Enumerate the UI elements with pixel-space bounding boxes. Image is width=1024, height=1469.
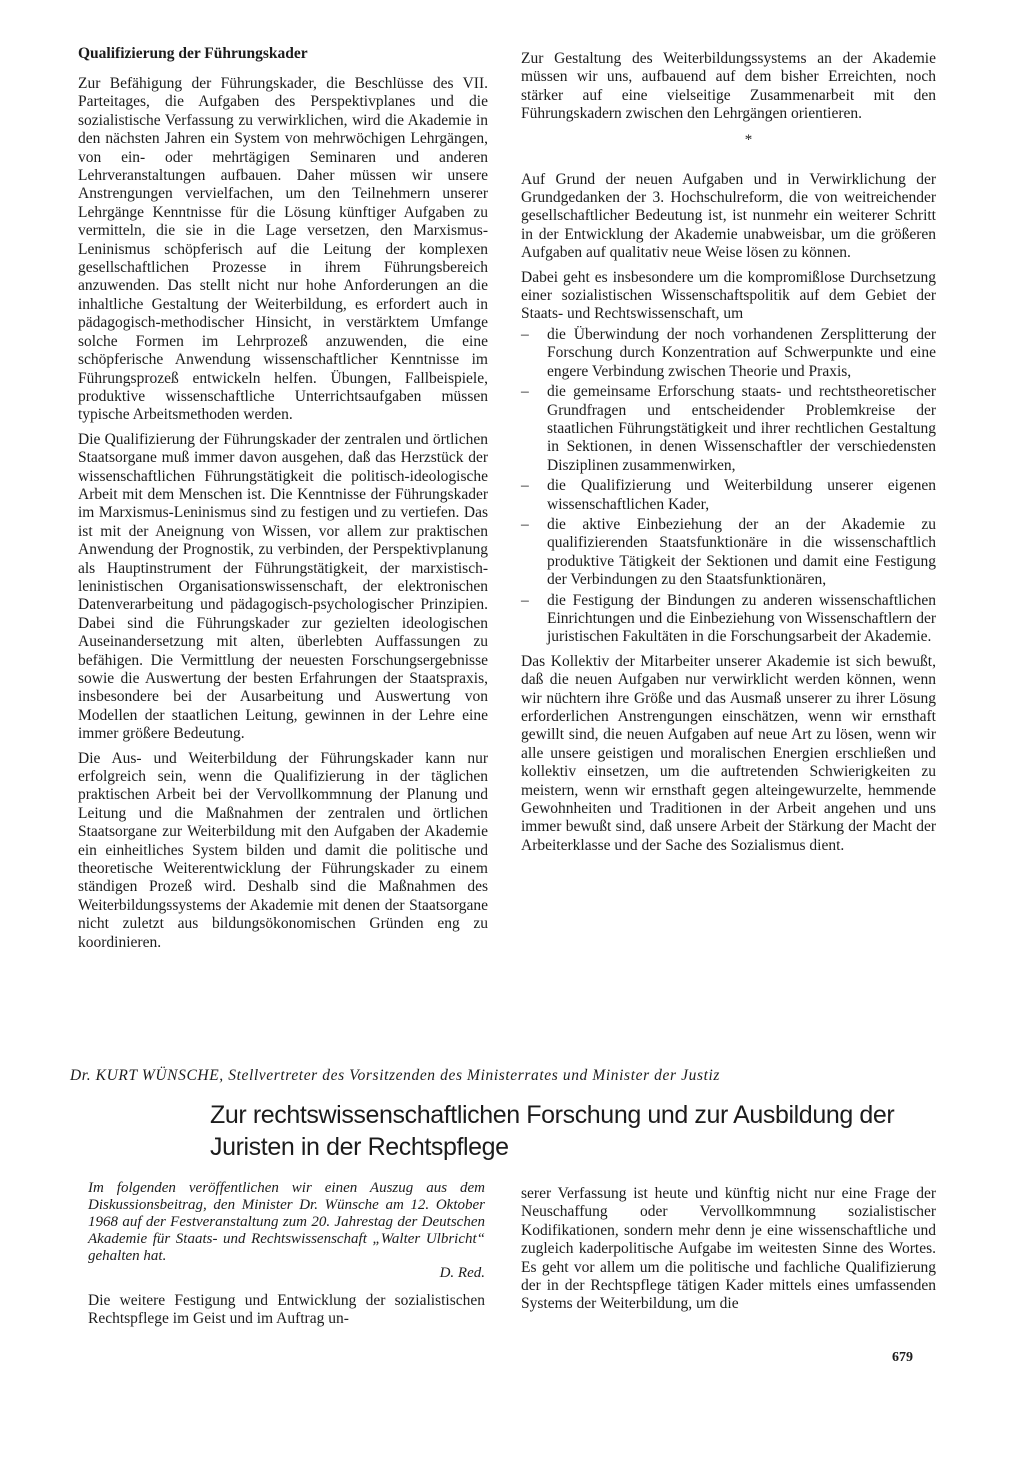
article-title: Zur rechtswissenschaftlichen Forschung und zur Ausbildung der Juristen in der Rechtspflege (210, 1101, 895, 1161)
list-item-text: die aktive Einbeziehung der an der Akademie zu qualifizierenden Staatsfunktionäre in die wissenschaftlich produktive Tätigkeit der Sektionen und damit eine Festigung der Verbindungen zu den Staatsfunktionären, (547, 515, 936, 589)
author-byline: Dr. KURT WÜNSCHE, Stellvertreter des Vorsitzenden des Ministerrates und Minister der Justiz (70, 1067, 721, 1084)
paragraph: Das Kollektiv der Mitarbeiter unserer Akademie ist sich bewußt, daß die neuen Aufgaben nur verwirklicht werden können, wenn wir nüchtern ihre Größe und das Ausmaß unserer zu ihrer Lösung erforderlichen Anstrengungen einschätzen, wenn wir ernsthaft gewillt sind, die neuen Aufgaben auf neue Art zu lösen, wenn wir alle unsere geistigen und moralischen Energien erschließen und kollektiv einsetzen, um die auftretenden Schwierigkeiten zu meistern, wenn wir ernsthaft gegen alteingewurzelte, hemmende Gewohnheiten und Traditionen in der Arbeit angehen und uns immer bewußt sind, daß unsere Arbeit der Stärkung der Macht der Arbeiterklasse und der Sache des Sozialismus dient. (521, 652, 936, 854)
list-item-text: die Festigung der Bindungen zu anderen wissenschaftlichen Einrichtungen und die Einbeziehung von Wissenschaftlern der juristischen Fakultäten in die Forschungsarbeit der Akademie. (547, 591, 936, 646)
intro-text: Im folgenden veröffentlichen wir einen Auszug aus dem Diskussionsbeitrag, den Minister Dr. Wünsche am 12. Oktober 1968 auf der Festveranstaltung zum 20. Jahrestag der Deutschen Akademie für Staats- und Rechtswissenschaft „Walter Ulbricht“ gehalten hat. (88, 1180, 485, 1264)
section-separator: * (744, 131, 753, 148)
editorial-intro (88, 1180, 485, 1282)
dash-marker: – (521, 515, 529, 533)
paragraph: serer Verfassung ist heute und künftig nicht nur eine Frage der Neuschaffung oder Vervollkommnung sozialistischer Kodifikationen, sondern mehr denn je eine wissenschaftliche und zugleich kaderpolitische Aufgabe im weitesten Sinne des Wortes. Es geht vor allem um die politische und fachliche Qualifizierung der in der Rechtspflege tätigen Kader mittels eines umfassenden Systems der Weiterbildung, um die (521, 1185, 936, 1313)
dash-marker: – (521, 325, 529, 343)
list-item-text: die Überwindung der noch vorhandenen Zersplitterung der Forschung durch Konzentration auf Schwerpunkte und eine engere Verbindung zwischen Theorie und Praxis, (547, 325, 936, 380)
article-right-column (521, 1185, 936, 1320)
left-column (78, 45, 488, 958)
page-number: 679 (892, 1350, 913, 1365)
list-item (521, 326, 936, 381)
editor-signature-text: D. Red. (439, 1265, 485, 1281)
paragraph: Die Qualifizierung der Führungskader der zentralen und örtlichen Staatsorgane muß immer davon ausgehen, daß das Herzstück der wissenschaftlichen Führungstätigkeit die politisch-ideologische Arbeit mit dem Menschen ist. Die Kenntnisse der Führungskader im Marxismus-Leninismus sind zu festigen und zu vertiefen. Das ist mit der Aneignung von Wissen, vor allem zur praktischen Anwendung der Prognostik, zu verbinden, der Perspektivplanung als Hauptinstrument der Führungstätigkeit, der marxistisch-leninistischen Organisationswissenschaft, der elektronischen Datenverarbeitung und pädagogisch-psychologischer Prinzipien. Dabei sind die Führungskader zur gezielten ideologischen Auseinandersetzung mit alten, überlebten Auffassungen zu befähigen. Die Vermittlung der neuesten Forschungsergebnisse sowie die Auswertung der besten Erfahrungen der Staatspraxis, insbesondere bei der Ausarbeitung und Auswertung von Modellen der staatlichen Leitung, gewinnen in der Lehre eine immer größere Bedeutung. (78, 430, 488, 743)
section-heading: Qualifizierung der Führungskader (78, 45, 308, 62)
paragraph: Die Aus- und Weiterbildung der Führungskader kann nur erfolgreich sein, wenn die Qualifizierung in der täglichen praktischen Arbeit bei der Vervollkommnung der Planung und Leitung und die Maßnahmen der zentralen und örtlichen Staatsorgane zur Weiterbildung mit den Aufgaben der Akademie ein einheitliches System bilden und damit die politische und theoretische Weiterentwicklung der Führungskader zu einem ständigen Prozeß wird. Deshalb sind die Maßnahmen des Weiterbildungssystems der Akademie mit denen der Staatsorgane nicht zuletzt aus bildungsökonomischen Gründen eng zu koordinieren. (78, 749, 488, 951)
article-left-column (88, 1180, 485, 1335)
paragraph: Die weitere Festigung und Entwicklung der sozialistischen Rechtspflege im Geist und im Auftrag un- (88, 1292, 485, 1328)
list-item-text: die gemeinsame Erforschung staats- und rechtstheoretischer Grundfragen und entscheidender Problemkreise der staatlichen Führungstätigkeit und ihrer rechtlichen Gestaltung in Sektionen, in denen Wissenschaftler der verschiedensten Disziplinen zusammenwirken, (547, 383, 936, 474)
paragraph: Zur Gestaltung des Weiterbildungssystems an der Akademie müssen wir uns, aufbauend auf dem bisher Erreichten, noch stärker auf eine vielseitige Zusammenarbeit mit den Führungskadern zwischen den Lehrgängen orientieren. (521, 50, 936, 123)
list-item (521, 516, 936, 590)
dash-marker: – (521, 591, 529, 609)
list-item (521, 383, 936, 475)
editor-signature (88, 1265, 485, 1282)
paragraph: Zur Befähigung der Führungskader, die Beschlüsse des VII. Parteitages, die Aufgaben des Perspektivplanes und die sozialistische Verfassung zu verwirklichen, wird die Akademie in den nächsten Jahren ein System von mehrwöchigen Lehrgängen, von ein- oder mehrtägigen Seminaren und anderen Lehrveranstaltungen aufbauen. Daher müssen wir unsere Anstrengungen vervielfachen, um den Teilnehmern unserer Lehrgänge Kenntnisse für die Lösung künftiger Aufgaben zu vermitteln, die sie in die Lage versetzen, den Marxismus-Leninismus schöpferisch auf die Leitung der komplexen gesellschaftlichen Prozesse in ihrem Führungsbereich anzuwenden. Das stellt nicht nur hohe Anforderungen an die inhaltliche Gestaltung der Weiterbildung, es erfordert auch in pädagogisch-methodischer Hinsicht, in verstärktem Umfange solche Formen im Lehrprozeß anzuwenden, die eine schöpferische Anwendung wissenschaftlicher Kenntnisse im Führungsprozeß entwickeln helfen. Übungen, Fallbeispiele, produktive wissenschaftliche Unterrichtsaufgaben müssen typische Arbeitsmethoden werden. (78, 75, 488, 424)
dash-marker: – (521, 477, 529, 495)
dash-list (521, 326, 936, 647)
paragraph: Auf Grund der neuen Aufgaben und in Verwirklichung der Grundgedanken der 3. Hochschulreform, die von weitreichender gesellschaftlicher Bedeutung ist, ist nunmehr ein weiterer Schritt in der Entwicklung der Akademie unabweisbar, um die größeren Aufgaben auf qualitativ neue Weise lösen zu können. (521, 170, 936, 262)
right-column (521, 50, 936, 861)
paragraph: Dabei geht es insbesondere um die kompromißlose Durchsetzung einer sozialistischen Wissenschaftspolitik auf dem Gebiet der Staats- und Rechtswissenschaft, um (521, 268, 936, 323)
dash-marker: – (521, 383, 529, 401)
list-item (521, 592, 936, 647)
list-item-text: die Qualifizierung und Weiterbildung unserer eigenen wissenschaftlichen Kader, (547, 477, 936, 513)
list-item (521, 477, 936, 514)
